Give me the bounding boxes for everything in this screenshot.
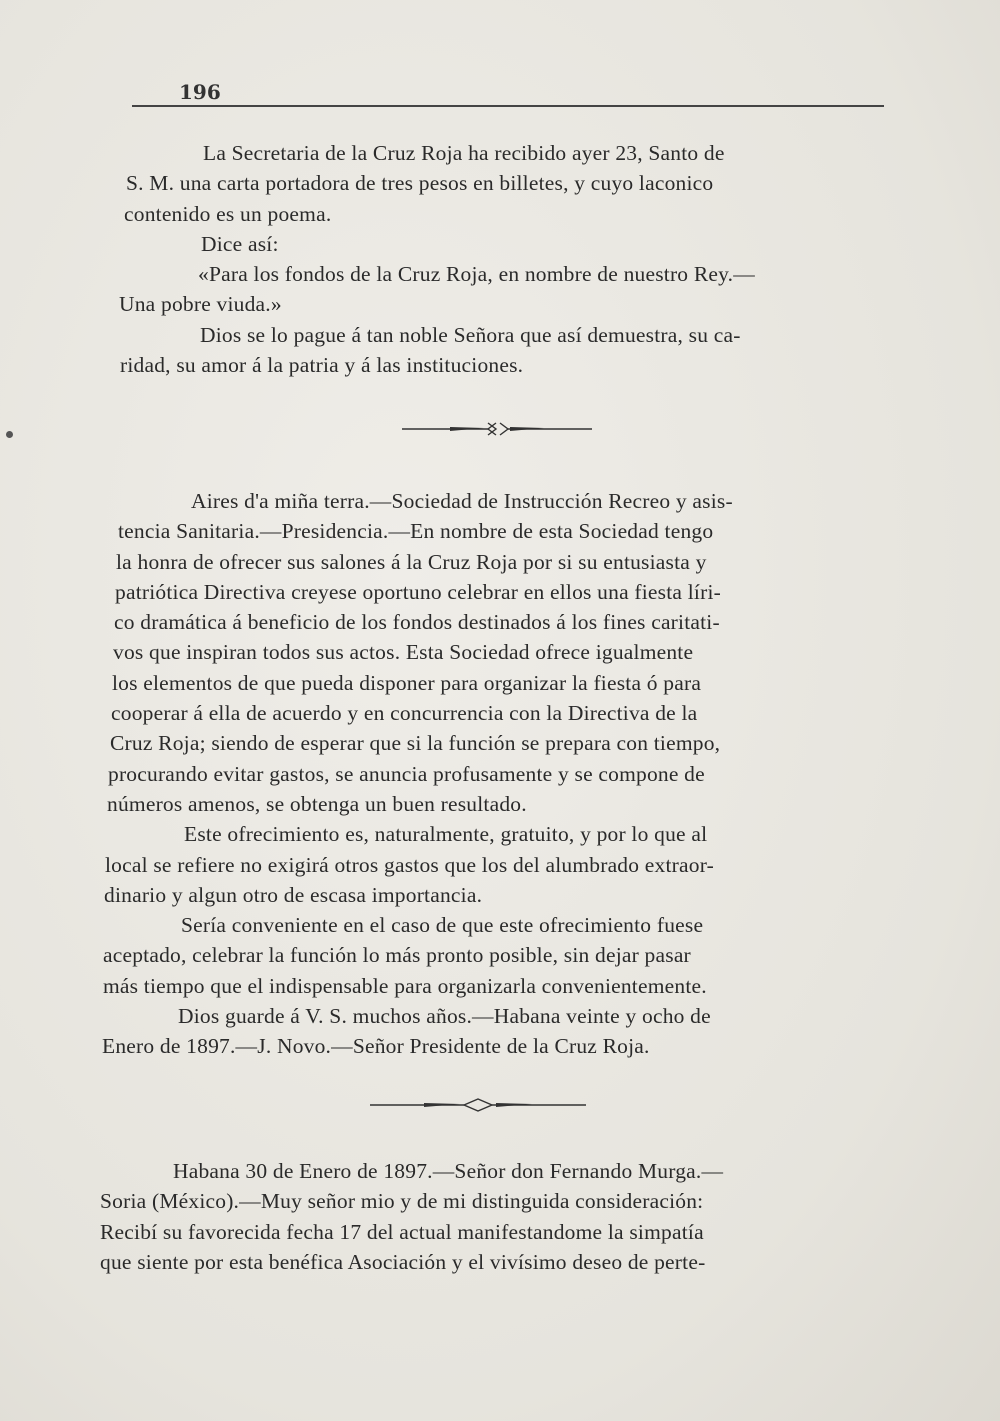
text-line: local se refiere no exigirá otros gastos que los del alumbrado extraor- [105, 852, 714, 877]
text-line: procurando evitar gastos, se anuncia profusamente y se compone de [108, 761, 705, 786]
text-line: Una pobre viuda.» [119, 292, 282, 317]
text-line: patriótica Directiva creyese oportuno celebrar en ellos una fiesta líri- [115, 579, 721, 604]
ornament-divider [368, 1094, 588, 1114]
text-line: cooperar á ella de acuerdo y en concurrencia con la Directiva de la [111, 701, 698, 726]
text-line: Aires d'a miña terra.—Sociedad de Instrucción Recreo y asis- [191, 489, 733, 513]
text-line: Cruz Roja; siendo de esperar que si la función se prepara con tiempo, [110, 731, 721, 756]
text-line: los elementos de que pueda disponer para organizar la fiesta ó para [112, 670, 702, 695]
text-line: aceptado, celebrar la función lo más pronto posible, sin dejar pasar [103, 943, 691, 968]
text-line: Sería conveniente en el caso de que este ofrecimiento fuese [181, 913, 704, 938]
text-line: ridad, su amor á la patria y á las instituciones. [120, 353, 524, 378]
header-rule [132, 105, 884, 107]
ornament-divider [400, 418, 594, 438]
text-line: co dramática á beneficio de los fondos destinados á los fines caritati- [114, 610, 720, 635]
section-1 [100, 138, 890, 380]
text-line: Dios guarde á V. S. muchos años.—Habana veinte y ocho de [178, 1004, 711, 1029]
text-line: más tiempo que el indispensable para organizarla convenientemente. [103, 973, 707, 998]
text-line: S. M. una carta portadora de tres pesos en billetes, y cuyo laconico [126, 171, 714, 196]
text-line: Dios se lo pague á tan noble Señora que así demuestra, su ca- [200, 322, 741, 347]
text-line: números amenos, se obtenga un buen resultado. [107, 791, 527, 816]
text-line: Enero de 1897.—J. Novo.—Señor Presidente de la Cruz Roja. [102, 1034, 650, 1059]
text-line: tencia Sanitaria.—Presidencia.—En nombre de esta Sociedad tengo [118, 519, 714, 544]
text-line: Recibí su favorecida fecha 17 del actual manifestandome la simpatía [100, 1219, 704, 1244]
text-line: «Para los fondos de la Cruz Roja, en nombre de nuestro Rey.— [198, 262, 755, 287]
text-line: Este ofrecimiento es, naturalmente, gratuito, y por lo que al [184, 822, 708, 847]
text-line: Soria (México).—Muy señor mio y de mi distinguida consideración: [100, 1189, 704, 1214]
text-line: vos que inspiran todos sus actos. Esta Sociedad ofrece igualmente [113, 640, 694, 665]
text-line: dinario y algun otro de escasa importancia. [104, 882, 483, 907]
section-3 [100, 1156, 890, 1277]
text-line: La Secretaria de la Cruz Roja ha recibido ayer 23, Santo de [203, 141, 725, 165]
text-line: la honra de ofrecer sus salones á la Cruz Roja por si su entusiasta y [116, 549, 707, 574]
ink-speck [6, 431, 13, 438]
section-2 [100, 486, 890, 1062]
text-line: contenido es un poema. [124, 201, 332, 226]
text-line: Dice así: [201, 231, 279, 256]
page-number: 196 [179, 80, 221, 104]
text-line: que siente por esta benéfica Asociación y el vivísimo deseo de perte- [100, 1249, 706, 1274]
text-line: Habana 30 de Enero de 1897.—Señor don Fernando Murga.— [173, 1159, 724, 1183]
